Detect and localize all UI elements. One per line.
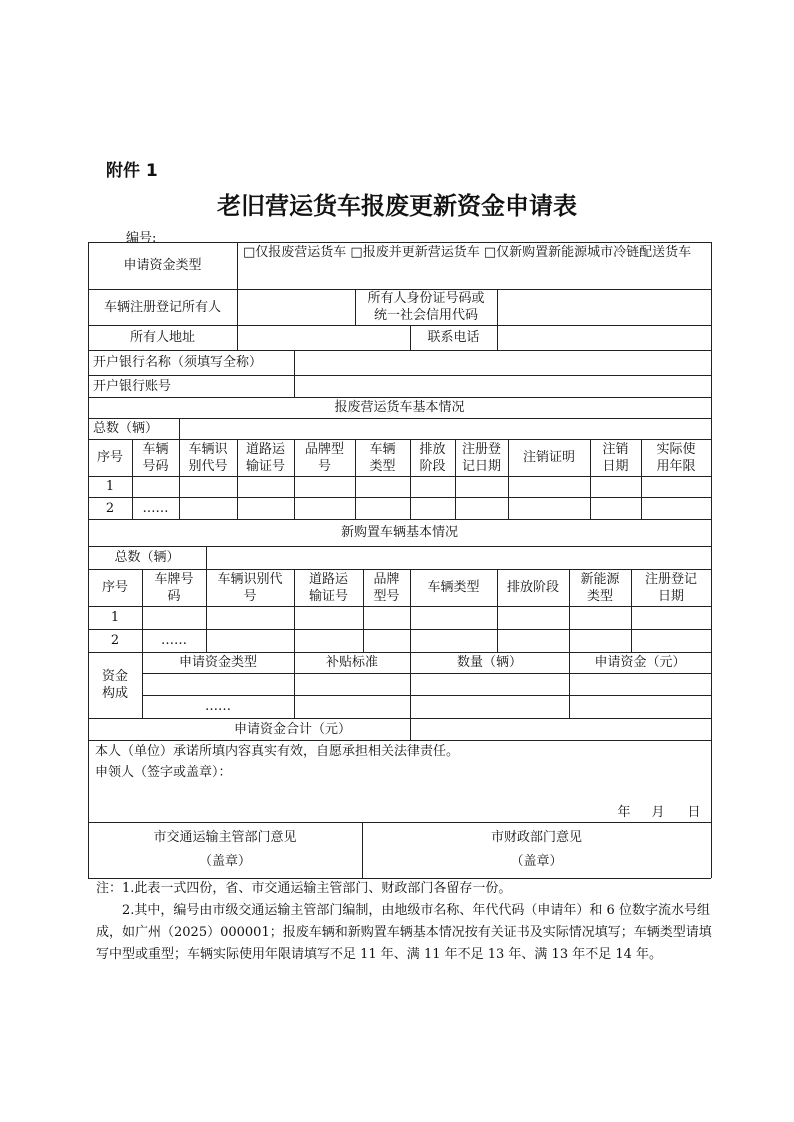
new-header-cell: 车辆识别代 号 <box>217 571 283 604</box>
number-label: 编号: <box>126 231 157 246</box>
scrap-header-cell: 注销证明 <box>522 450 575 465</box>
phone-label: 联系电话 <box>427 330 480 345</box>
scrap-total-label: 总数（辆） <box>93 421 159 436</box>
new-header-cell: 新能源 类型 <box>580 571 620 604</box>
date-day: 日 <box>687 804 701 820</box>
new-total-label: 总数（辆） <box>114 550 180 565</box>
funding-header-cell: 申请资金类型 <box>178 655 257 670</box>
new-row-plate[interactable]: …… <box>161 633 187 648</box>
funding-header-cell: 补贴标准 <box>325 655 378 670</box>
scrap-header-cell: 序号 <box>96 450 123 465</box>
funding-total-field[interactable] <box>410 718 711 740</box>
finance-seal-label: （盖章） <box>510 853 563 869</box>
new-header-cell: 道路运 输证号 <box>308 571 348 604</box>
scrap-header-cell: 道路运 输证号 <box>245 441 285 474</box>
form-title: 老旧营运货车报废更新资金申请表 <box>217 191 577 220</box>
owner-id-label: 所有人身份证号码或 统一社会信用代码 <box>367 291 485 323</box>
scrap-header-cell: 车辆 类型 <box>369 441 396 474</box>
scrap-row-index: 1 <box>105 479 115 494</box>
owner-label: 车辆注册登记所有人 <box>103 299 221 315</box>
address-label: 所有人地址 <box>129 330 195 345</box>
new-row-plate[interactable] <box>142 606 206 629</box>
new-header-cell: 排放阶段 <box>506 580 559 595</box>
scrap-header-cell: 注册登 记日期 <box>461 441 501 474</box>
scrap-total-field[interactable] <box>179 418 711 439</box>
funding-total-label: 申请资金合计（元） <box>233 721 351 737</box>
new-total-field[interactable] <box>206 546 711 569</box>
new-header-cell: 品牌 型号 <box>373 571 400 604</box>
notes <box>96 878 716 966</box>
scrap-row-plate[interactable]: …… <box>142 500 169 516</box>
scrap-header-cell: 实际使 用年限 <box>656 441 696 474</box>
fund-type-options[interactable]: □仅报废营运货车 □报废并更新营运货车 □仅新购置新能源城市冷链配送货车 <box>243 245 692 260</box>
scrap-row-index: 2 <box>105 500 115 516</box>
funding-header-cell: 数量（辆） <box>456 655 522 670</box>
transport-opinion-label: 市交通运输主管部门意见 <box>153 829 297 845</box>
new-header-cell: 序号 <box>101 580 128 595</box>
scrap-row-plate[interactable] <box>132 476 179 497</box>
scrap-header-cell: 车辆识 别代号 <box>188 441 228 474</box>
new-header-cell: 车牌号 码 <box>154 571 194 604</box>
funding-ellipsis: …… <box>205 699 231 714</box>
declaration-signer: 申领人（签字或盖章）： <box>95 764 232 780</box>
new-header-cell: 注册登记 日期 <box>644 571 697 604</box>
funding-header-cell: 申请资金（元） <box>594 655 686 670</box>
fund-type-label: 申请资金类型 <box>123 258 202 273</box>
note-2: 2.其中，编号由市级交通运输主管部门编制，由地级市名称、年代代码（申请年）和 6 位数字流水号组成，如广州（2025）000001；报废车辆和新购置车辆基本情况按有关证书及实际情况填写；车辆类型请填写中型或重型；车辆实际使用年限请填写不足 11 年、满 11 年不足 13 年、满 13 年不足 14 年。 <box>96 903 712 962</box>
owner-id-field[interactable] <box>497 289 711 325</box>
owner-field[interactable] <box>237 289 355 325</box>
new-row-index: 2 <box>110 633 120 648</box>
address-field[interactable] <box>237 325 410 350</box>
transport-seal-label: （盖章） <box>198 853 251 869</box>
bank-name-label: 开户银行名称（须填写全称） <box>93 355 263 370</box>
scrap-header-cell: 车辆 号码 <box>142 441 169 474</box>
funding-label: 资金 构成 <box>101 669 128 701</box>
date-month: 月 <box>651 804 665 820</box>
scrap-section-title: 报废营运货车基本情况 <box>334 400 465 415</box>
attachment-label: 附件 1 <box>106 161 158 181</box>
bank-name-field[interactable] <box>294 350 711 375</box>
declaration-statement: 本人（单位）承诺所填内容真实有效，自愿承担相关法律责任。 <box>95 743 460 759</box>
scrap-header-cell: 品牌型 号 <box>304 441 344 474</box>
new-header-cell: 车辆类型 <box>427 580 480 595</box>
bank-account-label: 开户银行账号 <box>93 378 172 394</box>
finance-opinion-label: 市财政部门意见 <box>490 829 582 845</box>
new-row-index: 1 <box>110 610 120 625</box>
scrap-header-cell: 排放 阶段 <box>419 441 446 474</box>
new-section-title: 新购置车辆基本情况 <box>340 525 458 540</box>
bank-account-field[interactable] <box>294 375 711 397</box>
note-1: 注：1.此表一式四份，省、市交通运输主管部门、财政部门各留存一份。 <box>96 881 512 896</box>
scrap-header-cell: 注销 日期 <box>602 441 629 474</box>
date-year: 年 <box>617 804 631 820</box>
phone-field[interactable] <box>497 325 711 350</box>
